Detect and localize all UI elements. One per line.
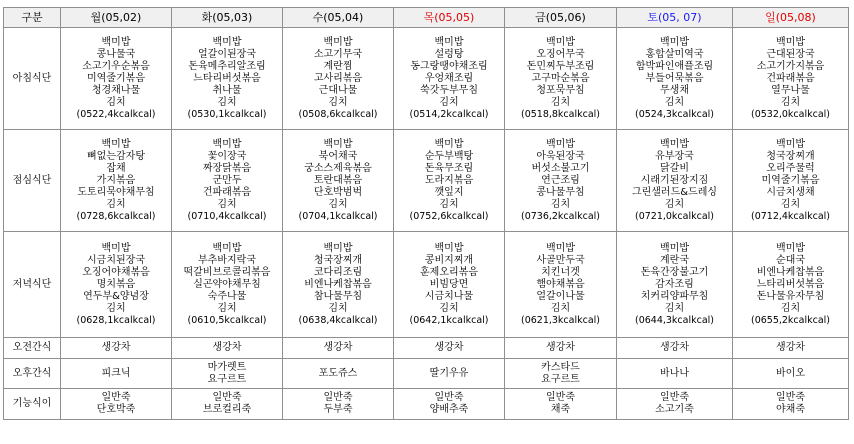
menu-item: 김치 <box>780 96 801 108</box>
menu-item: 코다리조림 <box>313 266 363 278</box>
menu-item: 토란대볶음 <box>313 174 363 186</box>
menu-cell-sat <box>617 338 733 359</box>
meal-row <box>4 338 849 359</box>
menu-item: 단호박죽 <box>96 404 136 415</box>
menu-item: 근대된장국 <box>766 48 815 60</box>
menu-item: 김치 <box>328 198 348 210</box>
menu-item: 함박파인애플조림 <box>635 60 714 72</box>
menu-item: 김치 <box>217 96 237 108</box>
menu-item: 청포묵무침 <box>536 84 585 96</box>
menu-cell-mon <box>61 130 172 232</box>
menu-item: 백미밥 <box>546 36 575 48</box>
menu-item: 유부장국 <box>655 150 694 162</box>
calorie-total: (0532,0kcalkcal) <box>750 108 831 120</box>
menu-item: 시래기된장지짐 <box>640 174 709 186</box>
day-header-thu: 목(05,05) <box>394 8 505 28</box>
menu-cell-wed <box>283 389 394 420</box>
menu-item: 돈민찌두부조림 <box>526 60 595 72</box>
menu-item: 콩나물국 <box>96 48 136 60</box>
meal-row-label: 점심식단 <box>4 130 61 232</box>
menu-item: 느타리버섯볶음 <box>193 72 261 84</box>
menu-item: 오리주물럭 <box>766 162 815 174</box>
menu-item: 부들어묵볶음 <box>645 72 704 84</box>
day-header-wed: 수(05,04) <box>283 8 394 28</box>
meal-row <box>4 130 849 232</box>
menu-item: 청국장찌개 <box>313 254 363 266</box>
menu-cell-thu <box>394 232 505 338</box>
menu-cell-wed <box>283 130 394 232</box>
menu-item: 일반죽 <box>434 392 464 403</box>
menu-item: 시금치나물 <box>424 290 474 302</box>
menu-item: 연근조림 <box>541 174 580 186</box>
menu-item: 백미밥 <box>660 36 689 48</box>
menu-item: 일반죽 <box>660 392 689 403</box>
menu-item: 백미밥 <box>212 242 242 254</box>
menu-cell-sun <box>733 338 849 359</box>
meal-row <box>4 28 849 130</box>
menu-item: 우엉채조림 <box>424 72 474 84</box>
menu-cell-thu <box>394 28 505 130</box>
menu-item: 백미밥 <box>212 36 242 48</box>
calorie-total: (0655,2kcalkcal) <box>750 314 831 326</box>
menu-item: 김치 <box>780 198 801 210</box>
calorie-total: (0522,4kcalkcal) <box>76 108 156 120</box>
menu-item: 김치 <box>780 302 801 314</box>
menu-item: 김치 <box>217 198 237 210</box>
menu-cell-sun <box>733 28 849 130</box>
menu-cell-thu <box>394 130 505 232</box>
menu-item: 채죽 <box>550 404 571 415</box>
menu-item: 김치 <box>217 302 237 314</box>
menu-item: 김치 <box>106 302 126 314</box>
menu-cell-sat <box>617 28 733 130</box>
menu-item: 치킨너겟 <box>541 266 580 278</box>
menu-cell-tue <box>172 389 283 420</box>
menu-item: 얼갈이나물 <box>536 290 585 302</box>
menu-cell-fri <box>505 28 617 130</box>
menu-item: 딸기우유 <box>429 367 469 379</box>
menu-item: 오징어무국 <box>536 48 585 60</box>
menu-cell-tue <box>172 338 283 359</box>
menu-item: 동그랑땡야채조림 <box>410 60 488 72</box>
menu-item: 백미밥 <box>323 242 353 254</box>
calorie-total: (0642,1kcalkcal) <box>409 314 489 326</box>
menu-item: 일반죽 <box>546 392 575 403</box>
menu-item: 백미밥 <box>546 242 575 254</box>
meal-row-label: 저녁식단 <box>4 232 61 338</box>
calorie-total: (0736,2kcalkcal) <box>520 210 601 222</box>
menu-item: 고사리볶음 <box>313 72 363 84</box>
menu-item: 요구르트 <box>541 373 580 385</box>
menu-item: 계란찜 <box>323 60 353 72</box>
calorie-total: (0712,4kcalkcal) <box>750 210 831 222</box>
menu-item: 백미밥 <box>776 36 805 48</box>
calorie-total: (0752,6kcalkcal) <box>409 210 489 222</box>
menu-item: 일반죽 <box>101 392 131 403</box>
menu-item: 가지볶음 <box>96 174 136 186</box>
menu-cell-wed <box>283 338 394 359</box>
menu-item: 소고기우순볶음 <box>82 60 150 72</box>
menu-item: 고구마순볶음 <box>531 72 590 84</box>
menu-cell-mon <box>61 28 172 130</box>
menu-cell-tue <box>172 130 283 232</box>
menu-item: 돈육무조림 <box>424 162 474 174</box>
menu-item: 두부죽 <box>323 404 353 415</box>
menu-item: 생강차 <box>323 342 353 353</box>
meal-row-label: 오후간식 <box>4 359 61 389</box>
menu-item: 피크닉 <box>101 367 131 379</box>
menu-cell-tue <box>172 232 283 338</box>
corner-header: 구분 <box>4 8 61 28</box>
menu-item: 순대국 <box>776 254 805 266</box>
menu-item: 백미밥 <box>660 138 689 150</box>
menu-cell-sat <box>617 389 733 420</box>
menu-cell-mon <box>61 359 172 389</box>
menu-item: 백미밥 <box>776 138 805 150</box>
menu-item: 오징어야채볶음 <box>82 266 150 278</box>
menu-item: 브로컬리죽 <box>202 404 252 415</box>
menu-cell-fri <box>505 359 617 389</box>
menu-item: 돈나물유자무침 <box>756 290 825 302</box>
menu-item: 계란국 <box>660 254 689 266</box>
day-header-fri: 금(05,06) <box>505 8 617 28</box>
menu-item: 김치 <box>550 198 571 210</box>
menu-item: 소고기가지볶음 <box>756 60 825 72</box>
menu-item: 실곤약야채무침 <box>193 278 261 290</box>
menu-item: 햄야채볶음 <box>536 278 585 290</box>
menu-item: 김치 <box>664 96 685 108</box>
calorie-total: (0610,5kcalkcal) <box>187 314 267 326</box>
menu-item: 숙주나물 <box>207 290 247 302</box>
menu-item: 백미밥 <box>434 242 464 254</box>
menu-cell-wed <box>283 232 394 338</box>
menu-item: 단호박범벅 <box>313 186 363 198</box>
menu-item: 얼갈이된장국 <box>198 48 256 60</box>
day-header-sat: 토(05, 07) <box>617 8 733 28</box>
menu-item: 북어채국 <box>318 150 358 162</box>
menu-item: 꽃이장국 <box>207 150 247 162</box>
menu-item: 버섯소불고기 <box>531 162 590 174</box>
menu-item: 도토리묵야채무침 <box>77 186 155 198</box>
meal-row <box>4 389 849 420</box>
menu-item: 비엔나케찹볶음 <box>756 266 825 278</box>
menu-item: 백미밥 <box>212 138 242 150</box>
menu-item: 명치볶음 <box>96 278 136 290</box>
menu-cell-mon <box>61 232 172 338</box>
menu-item: 미역줄기볶음 <box>761 174 820 186</box>
menu-item: 생강차 <box>660 342 689 353</box>
menu-item: 콩비지찌개 <box>424 254 474 266</box>
calorie-total: (0514,2kcalkcal) <box>409 108 489 120</box>
menu-item: 건파래볶음 <box>202 186 252 198</box>
menu-item: 백미밥 <box>101 242 131 254</box>
day-header-tue: 화(05,03) <box>172 8 283 28</box>
menu-item: 돈육메추리알조림 <box>188 60 266 72</box>
menu-item: 생강차 <box>212 342 242 353</box>
menu-item: 카스타드 <box>541 361 580 373</box>
menu-item: 돈육간장불고기 <box>640 266 709 278</box>
calorie-total: (0728,6kcalkcal) <box>76 210 156 222</box>
menu-item: 잡채 <box>106 162 126 174</box>
menu-cell-sun <box>733 359 849 389</box>
menu-item: 김치 <box>550 96 571 108</box>
menu-item: 소고기죽 <box>655 404 694 415</box>
menu-item: 백미밥 <box>323 138 353 150</box>
calorie-total: (0524,3kcalkcal) <box>634 108 715 120</box>
menu-item: 백미밥 <box>323 36 353 48</box>
menu-item: 생강차 <box>776 342 805 353</box>
menu-item: 야채죽 <box>776 404 805 415</box>
menu-item: 청국장찌개 <box>766 150 815 162</box>
meal-row <box>4 359 849 389</box>
menu-item: 김치 <box>550 302 571 314</box>
menu-item: 김치 <box>328 302 348 314</box>
menu-item: 백미밥 <box>546 138 575 150</box>
menu-cell-fri <box>505 130 617 232</box>
menu-item: 도라지볶음 <box>424 174 474 186</box>
menu-item: 콩나물무침 <box>536 186 585 198</box>
menu-item: 백미밥 <box>660 242 689 254</box>
calorie-total: (0530,1kcalkcal) <box>187 108 267 120</box>
menu-item: 생강차 <box>101 342 131 353</box>
menu-item: 바이오 <box>776 367 805 379</box>
menu-item: 사골만두국 <box>536 254 585 266</box>
menu-item: 바나나 <box>660 367 689 379</box>
menu-item: 무생채 <box>660 84 689 96</box>
menu-item: 설렁탕 <box>434 48 464 60</box>
menu-item: 느타리버섯볶음 <box>756 278 825 290</box>
menu-item: 부추바지락국 <box>198 254 256 266</box>
menu-item: 일반죽 <box>323 392 353 403</box>
menu-cell-wed <box>283 359 394 389</box>
menu-item: 비빔당면 <box>429 278 469 290</box>
menu-item: 김치 <box>664 198 685 210</box>
menu-item: 치커리양파무침 <box>640 290 709 302</box>
menu-item: 쑥갓두부무침 <box>420 84 478 96</box>
calorie-total: (0710,4kcalkcal) <box>187 210 267 222</box>
menu-item: 연두부&양념장 <box>83 290 149 302</box>
menu-item: 떡갈비브로콜리볶음 <box>183 266 271 278</box>
menu-item: 비엔나케찹볶음 <box>304 278 372 290</box>
header-row <box>4 8 849 28</box>
menu-item: 궁소스제육볶음 <box>304 162 372 174</box>
menu-cell-sat <box>617 130 733 232</box>
menu-item: 시금치된장국 <box>87 254 145 266</box>
menu-item: 백미밥 <box>776 242 805 254</box>
menu-item: 훈제오리볶음 <box>420 266 478 278</box>
menu-item: 뼈없는감자탕 <box>87 150 145 162</box>
meal-row-label: 아침식단 <box>4 28 61 130</box>
calorie-total: (0704,1kcalkcal) <box>298 210 378 222</box>
menu-item: 마가렛트 <box>207 361 247 373</box>
menu-cell-sat <box>617 359 733 389</box>
menu-item: 열무나물 <box>771 84 810 96</box>
calorie-total: (0508,6kcalkcal) <box>298 108 378 120</box>
menu-item: 홍합살미역국 <box>645 48 704 60</box>
menu-item: 백미밥 <box>101 138 131 150</box>
menu-item: 아욱된장국 <box>536 150 585 162</box>
menu-cell-fri <box>505 389 617 420</box>
weekly-meal-table <box>3 7 849 420</box>
menu-item: 그린샐러드&드레싱 <box>631 186 718 198</box>
meal-row-label: 오전간식 <box>4 338 61 359</box>
menu-cell-thu <box>394 359 505 389</box>
menu-item: 짜장닭볶음 <box>202 162 252 174</box>
menu-item: 백미밥 <box>434 36 464 48</box>
menu-cell-thu <box>394 389 505 420</box>
menu-item: 백미밥 <box>434 138 464 150</box>
calorie-total: (0638,4kcalkcal) <box>298 314 378 326</box>
menu-item: 미역줄기볶음 <box>87 72 145 84</box>
menu-cell-sat <box>617 232 733 338</box>
menu-item: 근대나물 <box>318 84 358 96</box>
menu-item: 순두부백탕 <box>424 150 474 162</box>
menu-item: 취나물 <box>212 84 242 96</box>
menu-item: 백미밥 <box>101 36 131 48</box>
menu-item: 김치 <box>664 302 685 314</box>
menu-cell-sun <box>733 389 849 420</box>
menu-item: 소고기무국 <box>313 48 363 60</box>
menu-item: 생강차 <box>434 342 464 353</box>
menu-item: 감자조림 <box>655 278 694 290</box>
day-header-mon: 월(05,02) <box>61 8 172 28</box>
menu-cell-sun <box>733 130 849 232</box>
meal-row <box>4 232 849 338</box>
calorie-total: (0621,3kcalkcal) <box>520 314 601 326</box>
menu-item: 생강차 <box>546 342 575 353</box>
menu-cell-thu <box>394 338 505 359</box>
menu-cell-tue <box>172 28 283 130</box>
menu-item: 김치 <box>328 96 348 108</box>
menu-cell-tue <box>172 359 283 389</box>
menu-cell-mon <box>61 338 172 359</box>
meal-row-label: 기능식이 <box>4 389 61 420</box>
menu-item: 군만두 <box>212 174 242 186</box>
menu-item: 김치 <box>439 198 459 210</box>
menu-item: 닭갈비 <box>660 162 689 174</box>
menu-item: 김치 <box>106 96 126 108</box>
menu-item: 포도쥬스 <box>318 367 358 379</box>
menu-item: 건파래볶음 <box>766 72 815 84</box>
menu-cell-mon <box>61 389 172 420</box>
menu-cell-sun <box>733 232 849 338</box>
menu-item: 김치 <box>106 198 126 210</box>
menu-item: 김치 <box>439 302 459 314</box>
calorie-total: (0628,1kcalkcal) <box>76 314 156 326</box>
day-header-sun: 일(05,08) <box>733 8 849 28</box>
menu-item: 깻잎지 <box>434 186 464 198</box>
calorie-total: (0644,3kcalkcal) <box>634 314 715 326</box>
menu-item: 요구르트 <box>207 373 247 385</box>
calorie-total: (0721,0kcalkcal) <box>634 210 715 222</box>
menu-item: 양배추죽 <box>429 404 469 415</box>
menu-item: 김치 <box>439 96 459 108</box>
menu-item: 시금치생채 <box>766 186 815 198</box>
menu-cell-fri <box>505 232 617 338</box>
menu-item: 일반죽 <box>776 392 805 403</box>
menu-cell-wed <box>283 28 394 130</box>
menu-cell-fri <box>505 338 617 359</box>
menu-item: 청경채나물 <box>91 84 141 96</box>
menu-item: 참나물무침 <box>313 290 363 302</box>
menu-item: 일반죽 <box>212 392 242 403</box>
calorie-total: (0518,8kcalkcal) <box>520 108 601 120</box>
